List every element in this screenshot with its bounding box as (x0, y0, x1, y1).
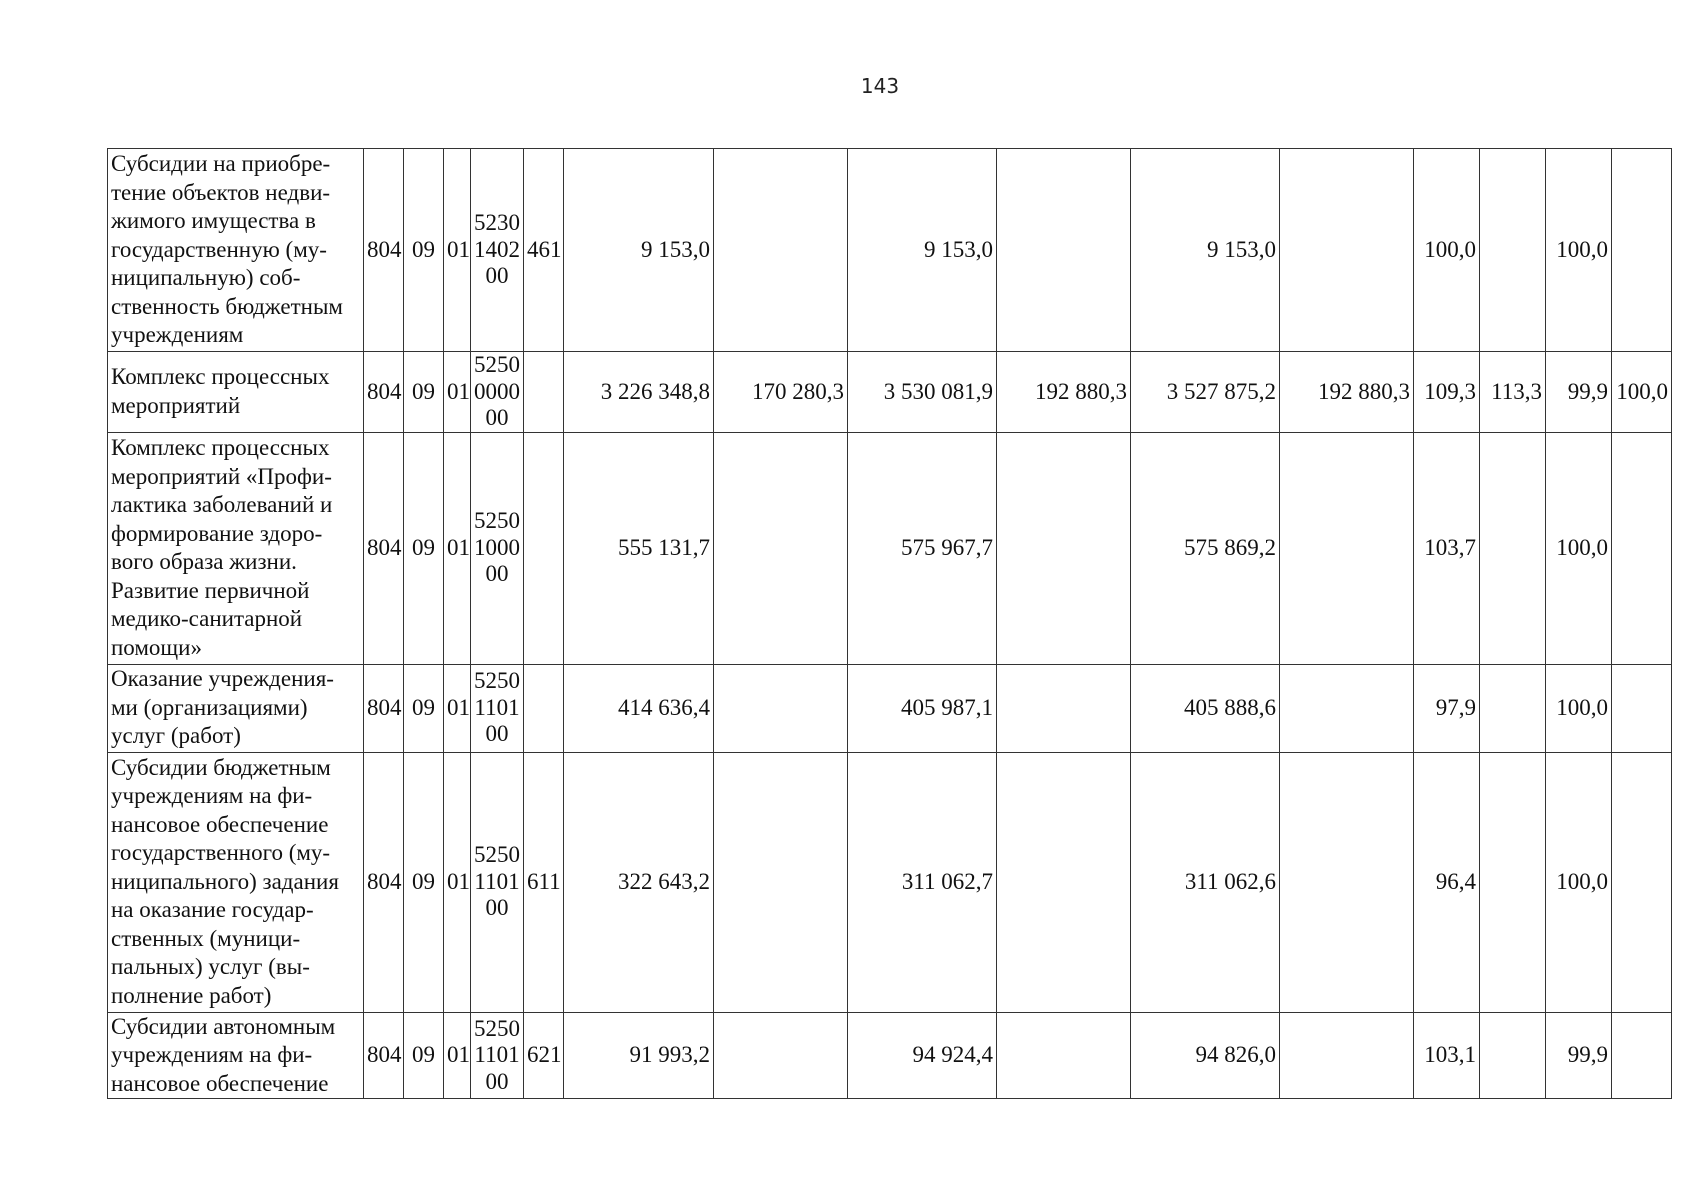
target-article-part: 5250 (474, 508, 520, 534)
target-article-cell (471, 352, 524, 433)
percent-of-plan-federal-cell: 113,3 (1480, 352, 1546, 433)
target-article-part: 1101 (474, 1042, 520, 1067)
target-article-part: 5230 (474, 210, 520, 236)
target-article-part: 00 (485, 405, 509, 430)
percent-of-refined-total-cell: 100,0 (1546, 752, 1612, 1012)
target-article-part: 00 (485, 263, 509, 289)
plan-total-cell: 414 636,4 (564, 664, 714, 752)
item-name-cell (108, 1012, 364, 1099)
item-name-line: ственность бюджетным (111, 293, 343, 319)
item-name-cell (108, 352, 364, 433)
expense-type-cell (524, 432, 564, 664)
table-body (108, 149, 1672, 1099)
executed-federal-cell: 192 880,3 (1280, 352, 1414, 433)
item-name-line: жимого имущества в (111, 208, 316, 234)
expense-type-cell: 611 (524, 752, 564, 1012)
item-name-line: мероприятий «Профи- (111, 463, 332, 489)
executed-total-cell: 575 869,2 (1131, 432, 1280, 664)
section-code-cell: 09 (404, 352, 444, 433)
table-row (108, 1012, 1672, 1099)
refined-total-cell: 405 987,1 (848, 664, 997, 752)
target-article-part: 0000 (474, 378, 520, 404)
item-name-line: полнение работ) (111, 982, 272, 1008)
percent-of-plan-total-cell: 100,0 (1414, 149, 1480, 352)
target-article-part: 00 (485, 1068, 509, 1094)
item-name-line: ниципального) задания (111, 868, 339, 894)
refined-federal-cell (997, 664, 1131, 752)
plan-federal-cell (714, 1012, 848, 1099)
item-name-cell (108, 752, 364, 1012)
percent-of-plan-total-cell: 97,9 (1414, 664, 1480, 752)
percent-of-plan-federal-cell (1480, 1012, 1546, 1099)
table-row (108, 352, 1672, 433)
plan-total-cell: 91 993,2 (564, 1012, 714, 1099)
plan-total-cell: 9 153,0 (564, 149, 714, 352)
item-name-line: Развитие первичной (111, 577, 310, 603)
executed-federal-cell (1280, 432, 1414, 664)
executed-federal-cell (1280, 149, 1414, 352)
refined-federal-cell (997, 432, 1131, 664)
percent-of-refined-federal-cell (1612, 149, 1672, 352)
executed-total-cell: 3 527 875,2 (1131, 352, 1280, 433)
refined-federal-cell (997, 1012, 1131, 1099)
item-name-line: мероприятий (111, 392, 241, 418)
item-name-line: медико-санитарной (111, 606, 303, 631)
item-name-line: ственных (муници- (111, 925, 301, 951)
item-name-line: Оказание учреждения- (111, 666, 334, 692)
refined-total-cell: 9 153,0 (848, 149, 997, 352)
percent-of-refined-total-cell: 99,9 (1546, 352, 1612, 433)
refined-federal-cell (997, 149, 1131, 352)
table-row (108, 432, 1672, 664)
subsection-code-cell: 01 (444, 1012, 471, 1099)
subsection-code-cell: 01 (444, 352, 471, 433)
target-article-part: 1101 (474, 868, 520, 894)
target-article-part: 5250 (474, 842, 520, 868)
item-name-line: помощи» (111, 634, 202, 660)
plan-total-cell: 322 643,2 (564, 752, 714, 1012)
refined-total-cell: 3 530 081,9 (848, 352, 997, 433)
item-name-line: на оказание государ- (111, 897, 314, 923)
subsection-code-cell: 01 (444, 149, 471, 352)
percent-of-refined-federal-cell (1612, 664, 1672, 752)
item-name-line: вого образа жизни. (111, 549, 297, 574)
item-name-cell (108, 149, 364, 352)
item-name-line: нансовое обеспечение (111, 1070, 329, 1096)
percent-of-plan-federal-cell (1480, 432, 1546, 664)
plan-federal-cell: 170 280,3 (714, 352, 848, 433)
executed-total-cell: 311 062,6 (1131, 752, 1280, 1012)
plan-federal-cell (714, 432, 848, 664)
refined-federal-cell: 192 880,3 (997, 352, 1131, 433)
percent-of-refined-federal-cell (1612, 1012, 1672, 1099)
expense-type-cell (524, 664, 564, 752)
percent-of-plan-federal-cell (1480, 664, 1546, 752)
subsection-code-cell: 01 (444, 752, 471, 1012)
target-article-cell (471, 752, 524, 1012)
ministry-code-cell: 804 (364, 432, 404, 664)
executed-federal-cell (1280, 752, 1414, 1012)
item-name-line: учреждениям на фи- (111, 1042, 313, 1067)
executed-total-cell: 9 153,0 (1131, 149, 1280, 352)
plan-federal-cell (714, 664, 848, 752)
subsection-code-cell: 01 (444, 664, 471, 752)
table-row (108, 752, 1672, 1012)
target-article-part: 00 (485, 895, 509, 921)
percent-of-refined-federal-cell (1612, 432, 1672, 664)
item-name-line: нансовое обеспечение (111, 811, 329, 837)
item-name-line: ниципальную) соб- (111, 265, 301, 291)
section-code-cell: 09 (404, 1012, 444, 1099)
target-article-part: 5250 (474, 668, 520, 694)
ministry-code-cell: 804 (364, 1012, 404, 1099)
item-name-line: государственного (му- (111, 840, 331, 866)
percent-of-plan-total-cell: 109,3 (1414, 352, 1480, 433)
percent-of-refined-total-cell: 100,0 (1546, 149, 1612, 352)
ministry-code-cell: 804 (364, 752, 404, 1012)
item-name-line: пальных) услуг (вы- (111, 954, 310, 980)
expense-type-cell: 461 (524, 149, 564, 352)
item-name-line: услуг (работ) (111, 723, 241, 749)
percent-of-refined-total-cell: 99,9 (1546, 1012, 1612, 1099)
ministry-code-cell: 804 (364, 352, 404, 433)
section-code-cell: 09 (404, 664, 444, 752)
percent-of-plan-federal-cell (1480, 149, 1546, 352)
table-row (108, 149, 1672, 352)
item-name-line: Субсидии бюджетным (111, 754, 331, 780)
target-article-part: 1402 (474, 236, 520, 262)
item-name-line: Комплекс процессных (111, 364, 330, 390)
target-article-part: 1000 (474, 534, 520, 560)
item-name-cell (108, 432, 364, 664)
executed-federal-cell (1280, 1012, 1414, 1099)
item-name-line: Субсидии на приобре- (111, 151, 331, 177)
section-code-cell: 09 (404, 752, 444, 1012)
target-article-part: 5250 (474, 1015, 520, 1041)
item-name-line: учреждениям на фи- (111, 783, 313, 809)
item-name-line: учреждениям (111, 322, 244, 348)
percent-of-refined-total-cell: 100,0 (1546, 432, 1612, 664)
target-article-cell (471, 149, 524, 352)
percent-of-plan-total-cell: 103,7 (1414, 432, 1480, 664)
section-code-cell: 09 (404, 432, 444, 664)
item-name-line: государственную (му- (111, 236, 327, 262)
item-name-line: лактика заболеваний и (111, 492, 333, 517)
percent-of-plan-total-cell: 103,1 (1414, 1012, 1480, 1099)
refined-total-cell: 575 967,7 (848, 432, 997, 664)
target-article-part: 5250 (474, 352, 520, 377)
percent-of-plan-total-cell: 96,4 (1414, 752, 1480, 1012)
ministry-code-cell: 804 (364, 149, 404, 352)
expense-type-cell: 621 (524, 1012, 564, 1099)
target-article-cell (471, 432, 524, 664)
section-code-cell: 09 (404, 149, 444, 352)
item-name-line: формирование здоро- (111, 520, 323, 546)
executed-federal-cell (1280, 664, 1414, 752)
page-number: 143 (860, 74, 900, 98)
target-article-part: 00 (485, 721, 509, 747)
plan-federal-cell (714, 752, 848, 1012)
refined-total-cell: 94 924,4 (848, 1012, 997, 1099)
item-name-cell (108, 664, 364, 752)
executed-total-cell: 405 888,6 (1131, 664, 1280, 752)
target-article-part: 1101 (474, 694, 520, 720)
percent-of-refined-federal-cell (1612, 752, 1672, 1012)
item-name-line: тение объектов недви- (111, 179, 331, 205)
plan-total-cell: 3 226 348,8 (564, 352, 714, 433)
item-name-line: ми (организациями) (111, 694, 308, 720)
plan-federal-cell (714, 149, 848, 352)
target-article-part: 00 (485, 561, 509, 587)
ministry-code-cell: 804 (364, 664, 404, 752)
percent-of-refined-federal-cell: 100,0 (1612, 352, 1672, 433)
percent-of-plan-federal-cell (1480, 752, 1546, 1012)
refined-federal-cell (997, 752, 1131, 1012)
target-article-cell (471, 664, 524, 752)
plan-total-cell: 555 131,7 (564, 432, 714, 664)
table-row (108, 664, 1672, 752)
executed-total-cell: 94 826,0 (1131, 1012, 1280, 1099)
subsection-code-cell: 01 (444, 432, 471, 664)
expense-type-cell (524, 352, 564, 433)
refined-total-cell: 311 062,7 (848, 752, 997, 1012)
budget-execution-table (107, 148, 1672, 1099)
item-name-line: Субсидии автономным (111, 1013, 336, 1039)
item-name-line: Комплекс процессных (111, 435, 330, 460)
percent-of-refined-total-cell: 100,0 (1546, 664, 1612, 752)
target-article-cell (471, 1012, 524, 1099)
